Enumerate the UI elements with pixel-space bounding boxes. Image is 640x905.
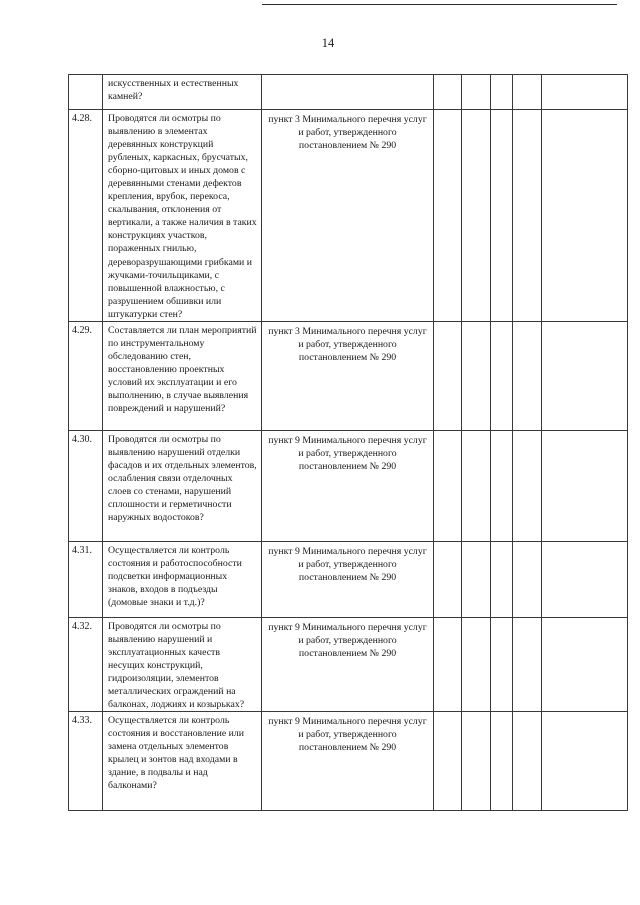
answer-yes-cell xyxy=(434,110,462,322)
item-question: Проводятся ли осмотры по выявлению в элементах деревянных конструкций рубленых, каркасных, брусчатых, сборно-щитовых и иных домов с деревянными стенами дефектов крепления, врубок, перекоса, скалывания, отклонения от вертикали, а также наличия в таких конструкциях участков, пораженных гнилью, дереворазрушающими грибками и жучками-точильщиками, с повышенной влажностью, с разрушением обшивки или штукатурки стен? xyxy=(103,110,262,322)
table-row xyxy=(69,541,628,617)
item-legal-reference: пункт 3 Минимального перечня услуг и работ, утвержденного постановлением № 290 xyxy=(262,110,434,322)
answer-no-cell xyxy=(462,321,491,430)
answer-no-cell xyxy=(462,75,491,110)
answer-extra-cell xyxy=(513,712,542,811)
answer-na-cell xyxy=(491,321,513,430)
answer-na-cell xyxy=(491,541,513,617)
item-legal-reference: пункт 9 Минимального перечня услуг и работ, утвержденного постановлением № 290 xyxy=(262,541,434,617)
item-question: Осуществляется ли контроль состояния и работоспособности подсветки информационных знаков, входов в подъезды (домовые знаки и т.д.)? xyxy=(103,541,262,617)
answer-extra-cell xyxy=(513,617,542,711)
item-question: Проводятся ли осмотры по выявлению нарушений отделки фасадов и их отдельных элементов, ослабления связи отделочных слоев со стенами, нарушений сплошности и герметичности наружных водостоков? xyxy=(103,430,262,541)
item-question: Составляется ли план мероприятий по инструментальному обследованию стен, восстановлению проектных условий их эксплуатации и его выполнению, в случае выявления повреждений и нарушений? xyxy=(103,321,262,430)
answer-no-cell xyxy=(462,617,491,711)
notes-cell xyxy=(542,541,628,617)
answer-extra-cell xyxy=(513,541,542,617)
table-row xyxy=(69,321,628,430)
table-row xyxy=(69,110,628,322)
answer-yes-cell xyxy=(434,430,462,541)
notes-cell xyxy=(542,75,628,110)
answer-no-cell xyxy=(462,541,491,617)
answer-yes-cell xyxy=(434,75,462,110)
page-number: 14 xyxy=(321,36,335,50)
answer-na-cell xyxy=(491,75,513,110)
item-number: 4.33. xyxy=(69,712,103,811)
item-legal-reference: пункт 9 Минимального перечня услуг и работ, утвержденного постановлением № 290 xyxy=(262,712,434,811)
answer-extra-cell xyxy=(513,430,542,541)
item-question: Осуществляется ли контроль состояния и восстановление или замена отдельных элементов крылец и зонтов над входами в здание, в подвалы и над балконами? xyxy=(103,712,262,811)
table-row xyxy=(69,75,628,110)
item-question: Проводятся ли осмотры по выявлению нарушений и эксплуатационных качеств несущих конструкций, гидроизоляции, элементов металлических ограждений на балконах, лоджиях и козырьках? xyxy=(103,617,262,711)
answer-na-cell xyxy=(491,110,513,322)
item-number: 4.31. xyxy=(69,541,103,617)
answer-yes-cell xyxy=(434,321,462,430)
answer-na-cell xyxy=(491,712,513,811)
item-number: 4.29. xyxy=(69,321,103,430)
notes-cell xyxy=(542,712,628,811)
notes-cell xyxy=(542,617,628,711)
table-row xyxy=(69,712,628,811)
answer-extra-cell xyxy=(513,110,542,322)
notes-cell xyxy=(542,110,628,322)
header-rule xyxy=(262,4,617,5)
item-number: 4.30. xyxy=(69,430,103,541)
answer-no-cell xyxy=(462,110,491,322)
table-row xyxy=(69,430,628,541)
item-number: 4.28. xyxy=(69,110,103,322)
answer-na-cell xyxy=(491,430,513,541)
answer-extra-cell xyxy=(513,75,542,110)
item-legal-reference: пункт 9 Минимального перечня услуг и работ, утвержденного постановлением № 290 xyxy=(262,430,434,541)
answer-no-cell xyxy=(462,430,491,541)
answer-no-cell xyxy=(462,712,491,811)
item-legal-reference: пункт 3 Минимального перечня услуг и работ, утвержденного постановлением № 290 xyxy=(262,321,434,430)
answer-na-cell xyxy=(491,617,513,711)
item-number: 4.32. xyxy=(69,617,103,711)
table-row xyxy=(69,617,628,711)
answer-yes-cell xyxy=(434,712,462,811)
answer-extra-cell xyxy=(513,321,542,430)
answer-yes-cell xyxy=(434,617,462,711)
item-legal-reference xyxy=(262,75,434,110)
item-number xyxy=(69,75,103,110)
item-question: искусственных и естественных камней? xyxy=(103,75,262,110)
notes-cell xyxy=(542,321,628,430)
item-legal-reference: пункт 9 Минимального перечня услуг и работ, утвержденного постановлением № 290 xyxy=(262,617,434,711)
notes-cell xyxy=(542,430,628,541)
answer-yes-cell xyxy=(434,541,462,617)
checklist-table xyxy=(68,74,628,811)
